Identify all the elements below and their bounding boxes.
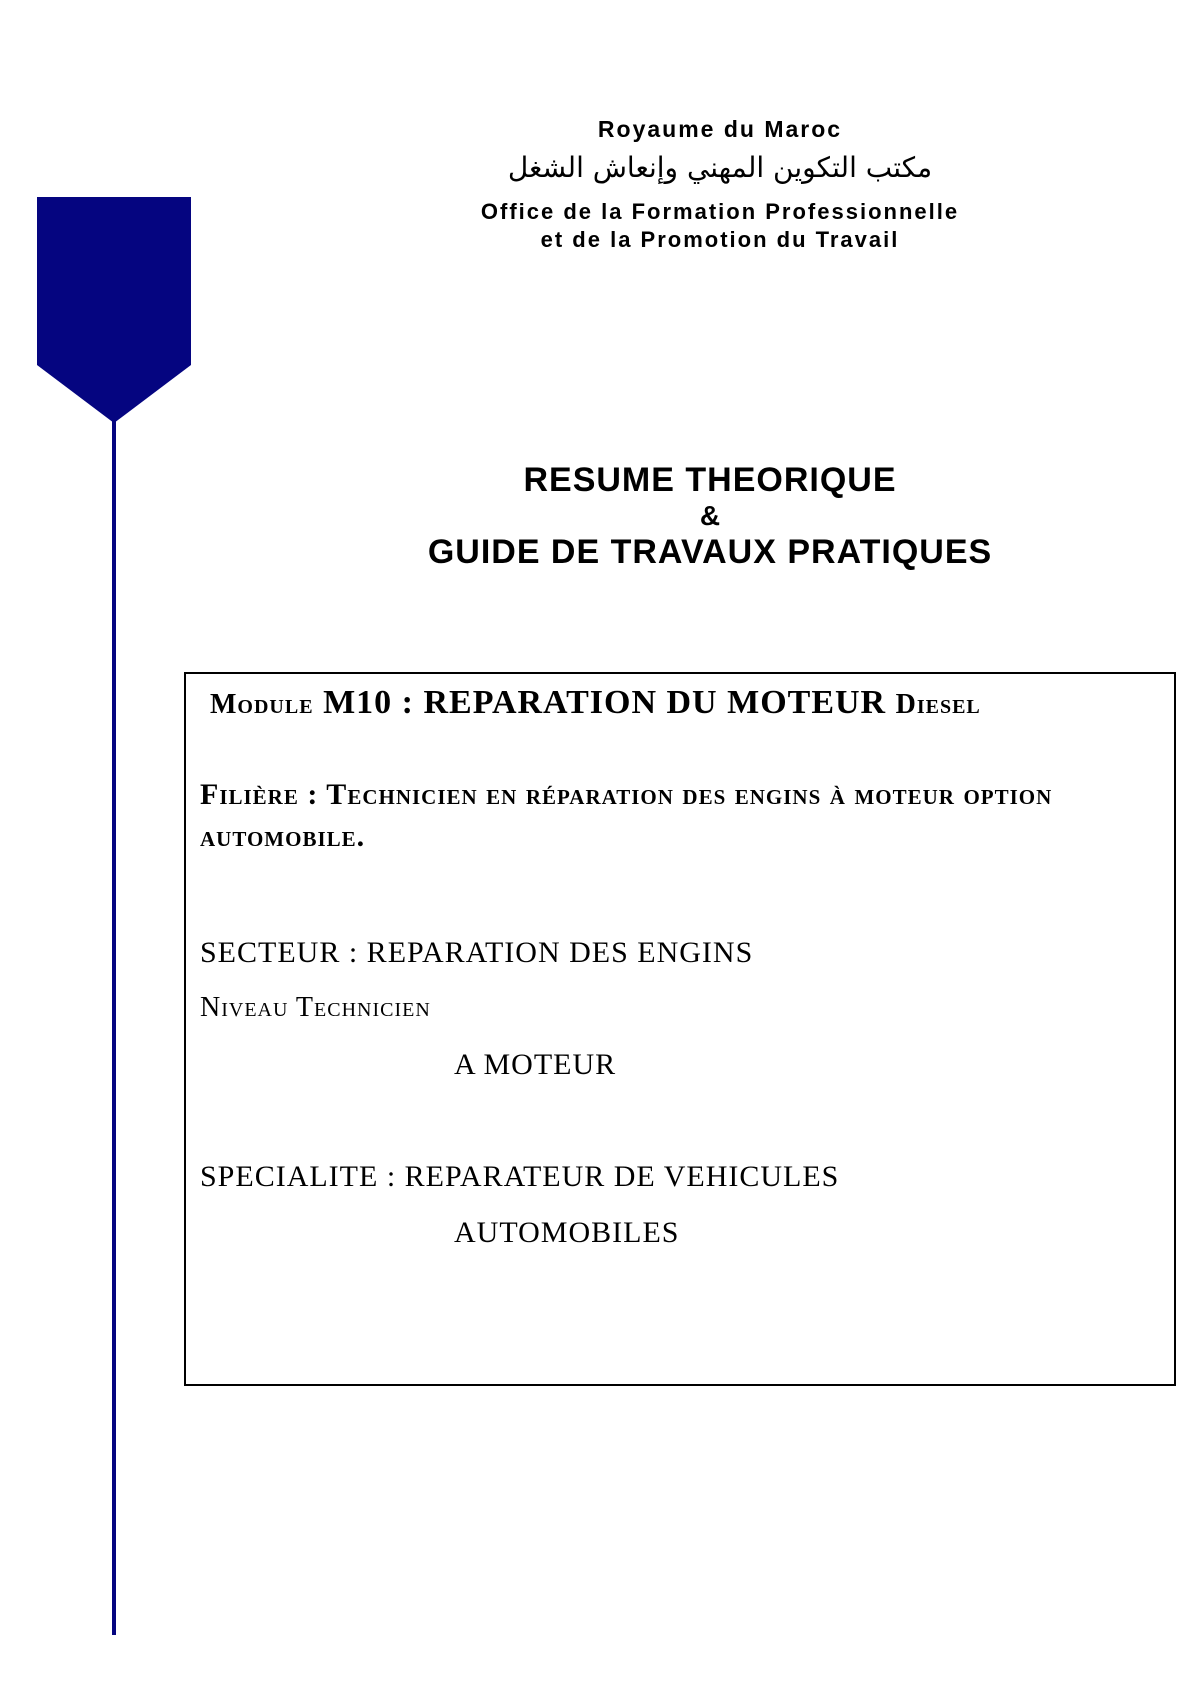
institution-header [380, 114, 1060, 254]
filiere-text: Filière : Technicien en réparation des engins à moteur option automobile. [200, 778, 1053, 853]
niveau-line: Niveau Technicien [200, 992, 431, 1023]
pennant-shape [37, 197, 191, 423]
title-line-1: RESUME THEORIQUE [523, 461, 897, 499]
country-name: Royaume du Maroc [597, 116, 843, 142]
title-ampersand: & [699, 500, 721, 531]
secteur-line: SECTEUR : REPARATION DES ENGINS [200, 936, 754, 969]
document-title [330, 460, 1090, 572]
specialite-line: SPECIALITE : REPARATEUR DE VEHICULES [200, 1160, 840, 1193]
ofppt-emblem [37, 197, 191, 423]
decorative-vertical-line [112, 418, 116, 1635]
module-title [210, 684, 981, 722]
specialite-continuation: AUTOMOBILES [454, 1216, 680, 1249]
office-name-line2: et de la Promotion du Travail [540, 227, 900, 252]
module-info-box [184, 672, 1176, 1386]
module-label: Module [210, 689, 314, 720]
module-name: M10 : REPARATION DU MOTEUR [313, 684, 896, 721]
office-name-line1: Office de la Formation Professionnelle [480, 199, 960, 224]
secteur-continuation: A MOTEUR [454, 1048, 617, 1081]
title-line-2: GUIDE DE TRAVAUX PRATIQUES [427, 533, 993, 571]
arabic-office-name: مكتب التكوين المهني وإنعاش الشغل [507, 151, 933, 184]
module-suffix: Diesel [895, 689, 981, 720]
